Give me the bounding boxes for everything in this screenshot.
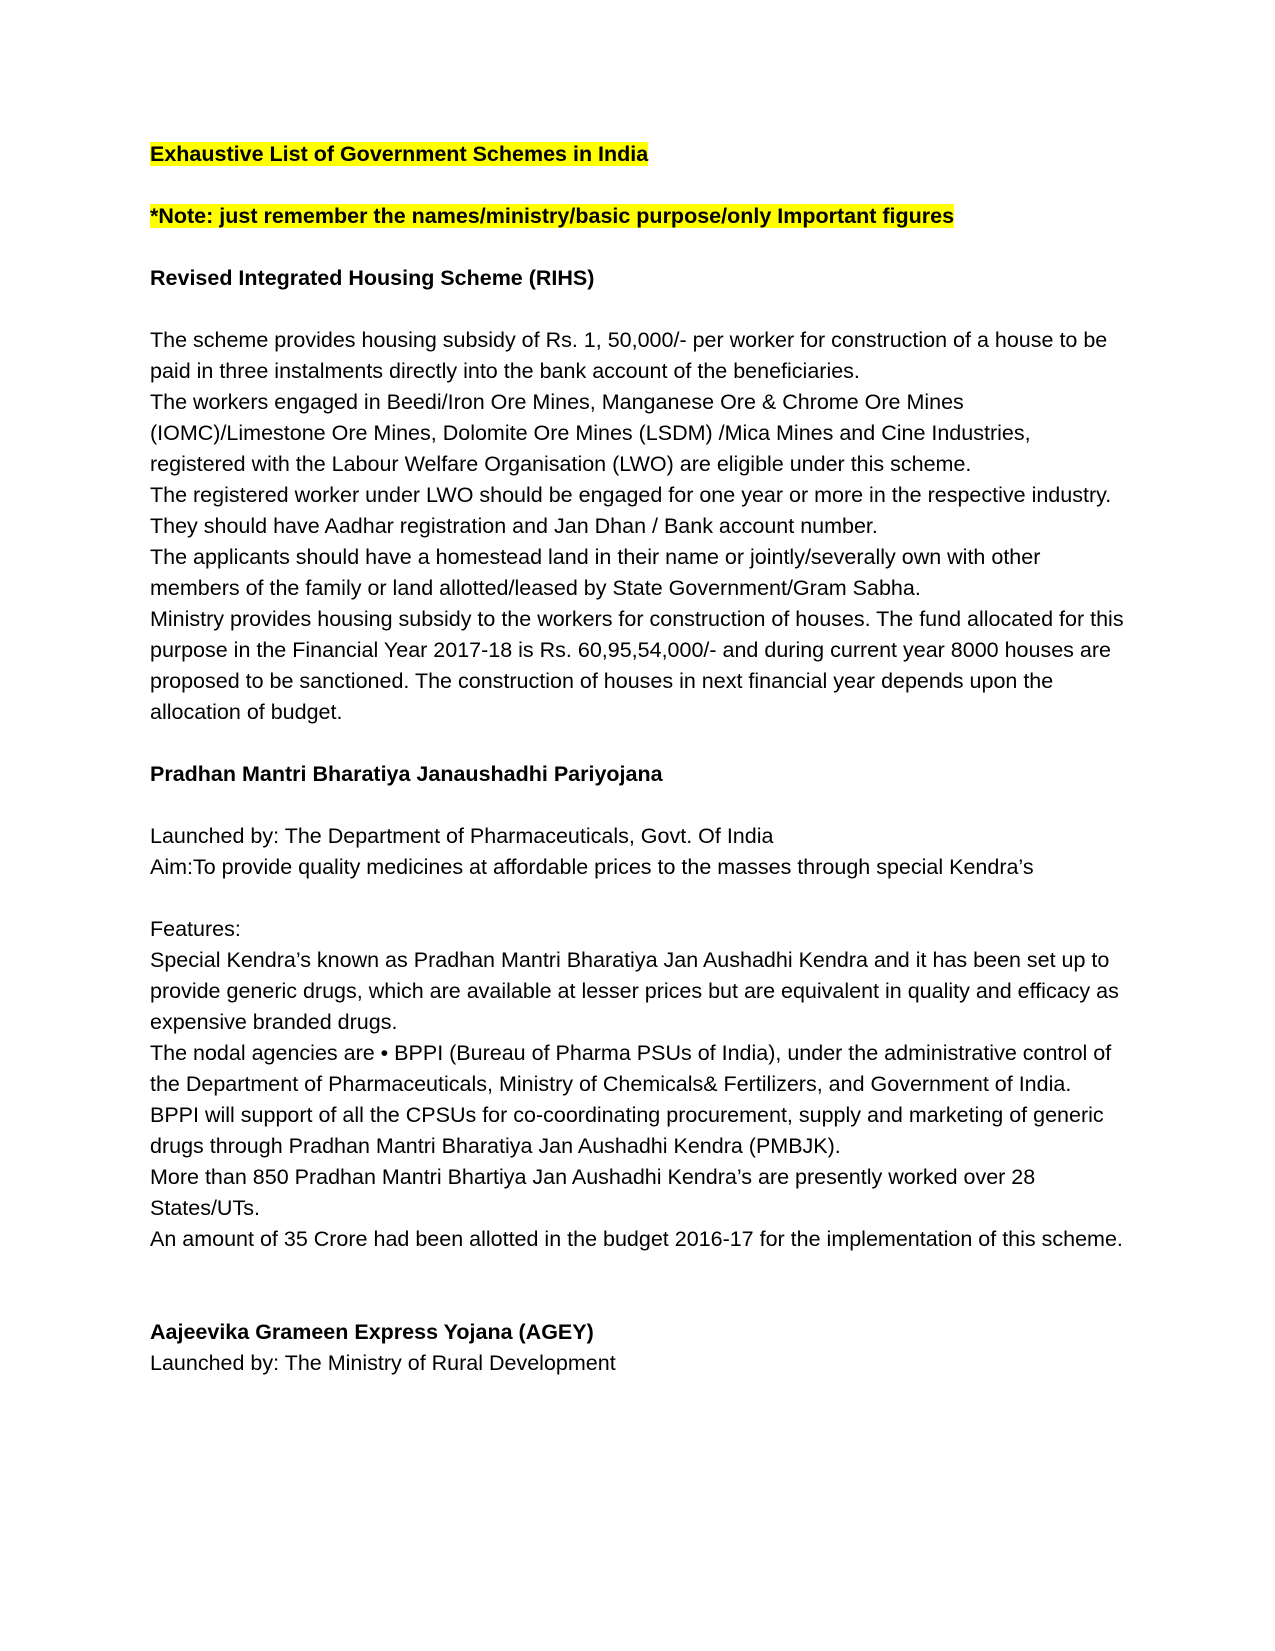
spacer: [150, 294, 1125, 325]
rihs-paragraph-4: They should have Aadhar registration and Jan Dhan / Bank account number.: [150, 514, 878, 538]
spacer: [150, 728, 1125, 759]
rihs-paragraph-6: Ministry provides housing subsidy to the workers for construction of houses. The fund allocated for this purpose in the Financial Year 2017-18 is Rs. 60,95,54,000/- and during current year 8000 houses are proposed to be sanctioned. The construction of houses in next financial year depends upon the allocation of budget.: [150, 607, 1124, 724]
spacer: [150, 883, 1125, 914]
note-line: *Note: just remember the names/ministry/basic purpose/only Important figures: [150, 204, 955, 228]
pmbjp-feature-3: BPPI will support of all the CPSUs for co-coordinating procurement, supply and marketing of generic drugs through Pradhan Mantri Bharatiya Jan Aushadhi Kendra (PMBJK).: [150, 1103, 1104, 1158]
spacer: [150, 790, 1125, 821]
spacer: [150, 232, 1125, 263]
rihs-paragraph-2: The workers engaged in Beedi/Iron Ore Mines, Manganese Ore & Chrome Ore Mines (IOMC)/Limestone Ore Mines, Dolomite Ore Mines (LSDM) /Mica Mines and Cine Industries, registered with the Labour Welfare Organisation (LWO) are eligible under this scheme.: [150, 390, 1031, 476]
rihs-heading: Revised Integrated Housing Scheme (RIHS): [150, 266, 595, 290]
spacer: [150, 1286, 1125, 1317]
rihs-paragraph-1: The scheme provides housing subsidy of Rs. 1, 50,000/- per worker for construction of a house to be paid in three instalments directly into the bank account of the beneficiaries.: [150, 328, 1108, 383]
pmbjp-feature-1: Special Kendra’s known as Pradhan Mantri Bharatiya Jan Aushadhi Kendra and it has been set up to provide generic drugs, which are available at lesser prices but are equivalent in quality and efficacy as expensive branded drugs.: [150, 948, 1119, 1034]
pmbjp-heading: Pradhan Mantri Bharatiya Janaushadhi Pariyojana: [150, 762, 663, 786]
pmbjp-launched-by: Launched by: The Department of Pharmaceuticals, Govt. Of India: [150, 824, 774, 848]
pmbjp-feature-2: The nodal agencies are • BPPI (Bureau of Pharma PSUs of India), under the administrative control of the Department of Pharmaceuticals, Ministry of Chemicals& Fertilizers, and Government of India.: [150, 1041, 1112, 1096]
rihs-paragraph-3: The registered worker under LWO should be engaged for one year or more in the respective industry.: [150, 483, 1112, 507]
agey-heading: Aajeevika Grameen Express Yojana (AGEY): [150, 1320, 594, 1344]
pmbjp-aim: Aim:To provide quality medicines at affordable prices to the masses through special Kendra’s: [150, 855, 1034, 879]
spacer: [150, 1255, 1125, 1286]
agey-launched-by: Launched by: The Ministry of Rural Development: [150, 1351, 616, 1375]
document-title: Exhaustive List of Government Schemes in India: [150, 142, 649, 166]
pmbjp-feature-5: An amount of 35 Crore had been allotted in the budget 2016-17 for the implementation of this scheme.: [150, 1227, 1123, 1251]
pmbjp-features-label: Features:: [150, 917, 241, 941]
rihs-paragraph-5: The applicants should have a homestead land in their name or jointly/severally own with other members of the family or land allotted/leased by State Government/Gram Sabha.: [150, 545, 1041, 600]
pmbjp-feature-4: More than 850 Pradhan Mantri Bhartiya Jan Aushadhi Kendra’s are presently worked over 28 States/UTs.: [150, 1165, 1036, 1220]
spacer: [150, 170, 1125, 201]
